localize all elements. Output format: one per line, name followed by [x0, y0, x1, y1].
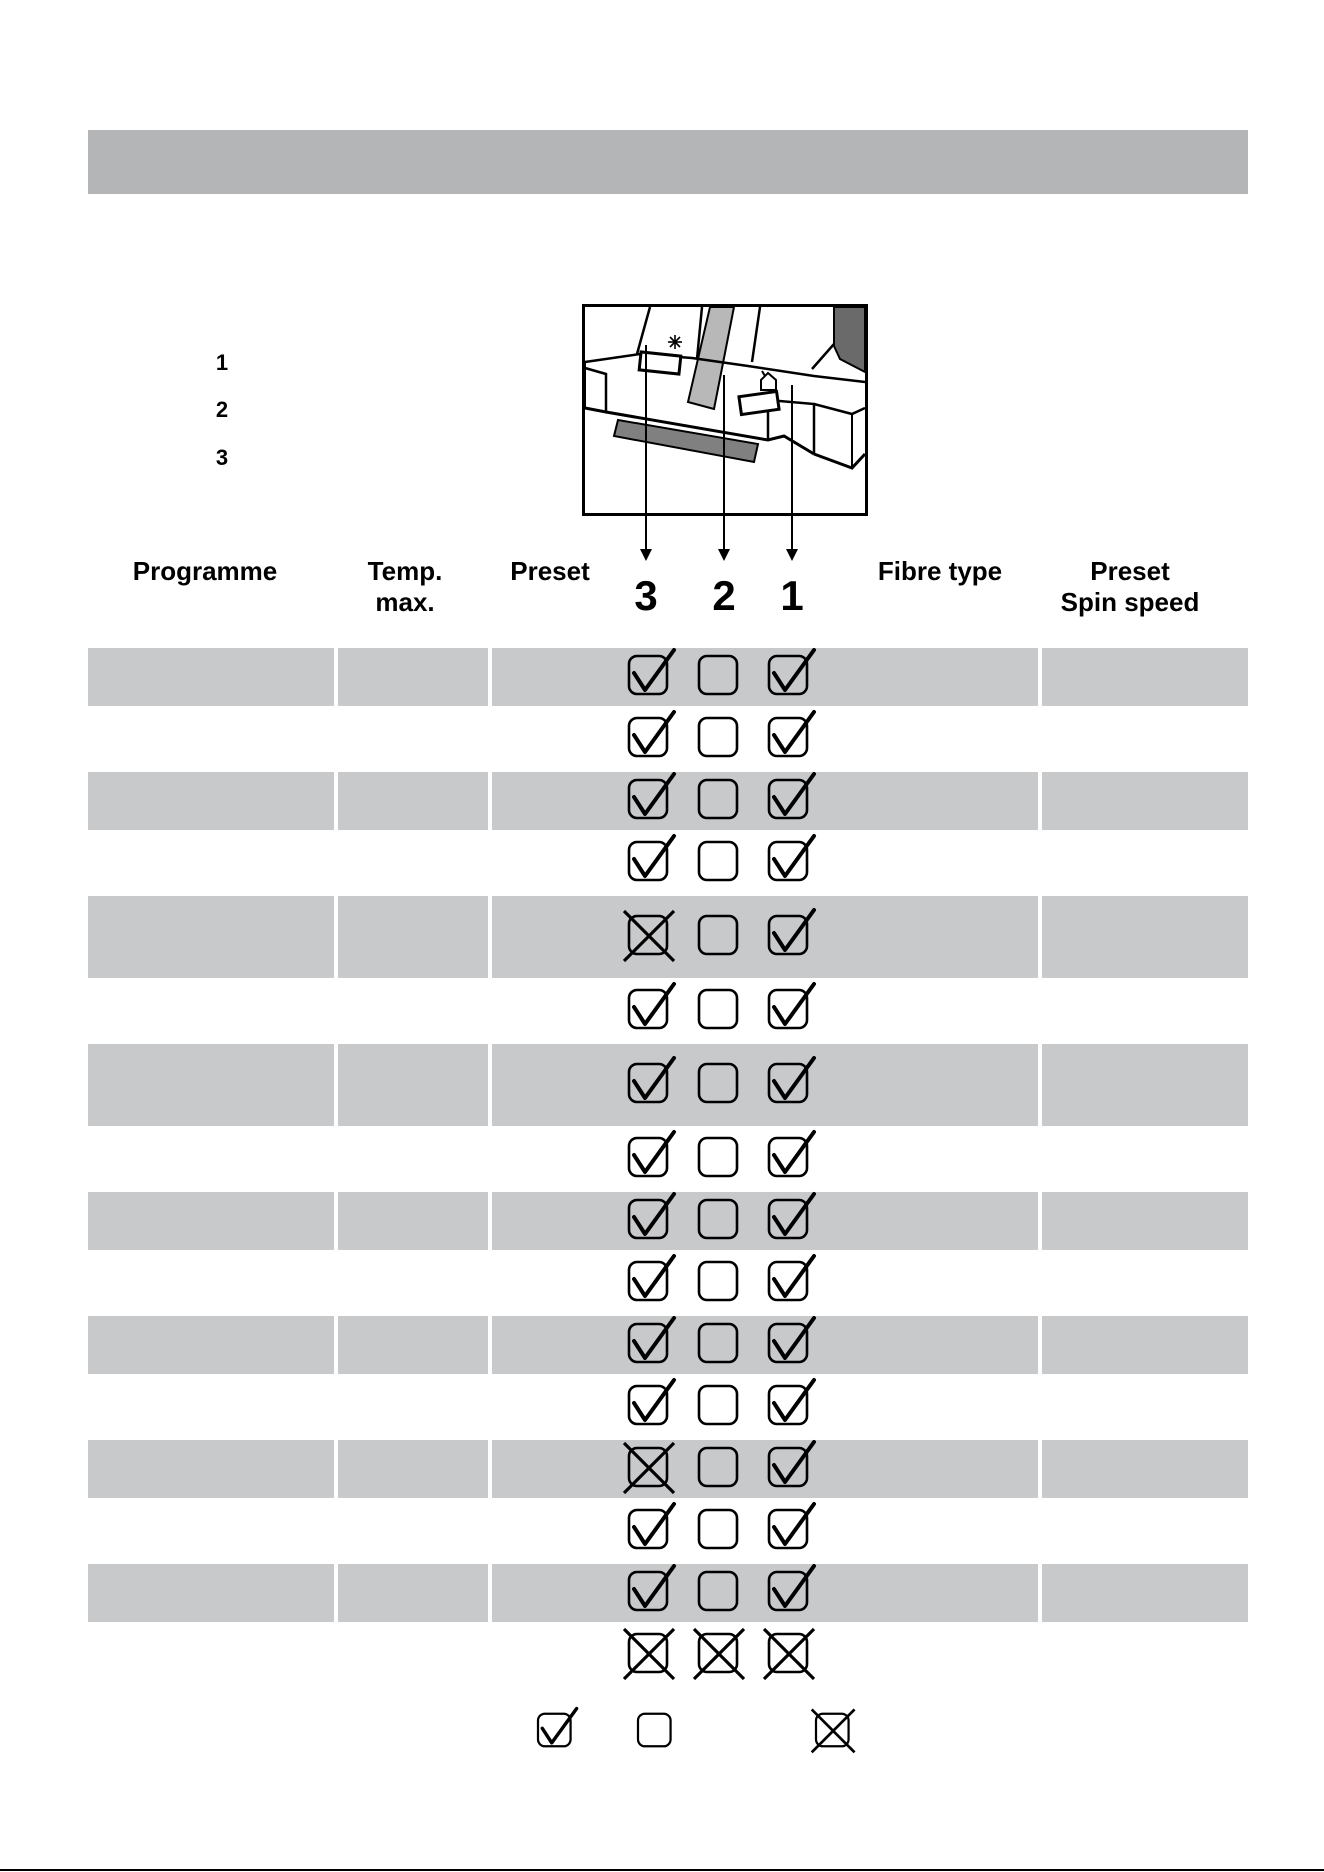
- compartment-label-2: 2: [712, 572, 736, 619]
- compartment-label-1: 1: [780, 572, 804, 619]
- empty-box-icon: [692, 771, 748, 827]
- empty-box-icon: [632, 1706, 680, 1754]
- section-header-bar: [88, 130, 1248, 194]
- table-cell: [1042, 1564, 1248, 1622]
- empty-box-icon: [692, 1129, 748, 1185]
- table-cell: [1042, 1192, 1248, 1250]
- header-programme: Programme: [132, 556, 278, 586]
- checked-box-icon: [762, 1563, 818, 1619]
- compartment-label-3: 3: [634, 572, 658, 619]
- checked-box-icon: [762, 1377, 818, 1433]
- table-cell: [338, 1192, 488, 1250]
- checked-box-icon: [622, 1315, 678, 1371]
- table-row: [0, 1564, 1324, 1622]
- table-cell: [1042, 1316, 1248, 1374]
- table-row: [0, 1378, 1324, 1436]
- table-row: [0, 896, 1324, 978]
- checked-box-icon: [762, 1501, 818, 1557]
- checked-box-icon: [622, 1253, 678, 1309]
- table-cell: [88, 1192, 334, 1250]
- crossed-box-icon: [622, 907, 678, 963]
- checked-box-icon: [622, 1563, 678, 1619]
- table-row: [0, 1502, 1324, 1560]
- header-temp-max: [350, 556, 460, 618]
- empty-box-icon: [692, 647, 748, 703]
- empty-box-icon: [692, 1439, 748, 1495]
- checked-box-icon: [532, 1706, 580, 1754]
- checked-box-icon: [762, 1253, 818, 1309]
- header-spin-line1: Preset: [1090, 556, 1170, 586]
- crossed-box-icon: [622, 1439, 678, 1495]
- table-cell: [88, 772, 334, 830]
- table-cell: [338, 896, 488, 978]
- crossed-box-icon: [622, 1625, 678, 1681]
- checked-box-icon: [622, 1191, 678, 1247]
- checked-box-icon: [622, 833, 678, 889]
- empty-box-icon: [692, 1253, 748, 1309]
- checked-box-icon: [622, 1501, 678, 1557]
- table-cell: [88, 1044, 334, 1126]
- arrow-head-3: [640, 549, 652, 561]
- table-row: [0, 710, 1324, 768]
- empty-box-icon: [692, 981, 748, 1037]
- legend-number-1: 1: [215, 350, 229, 375]
- table-row: [0, 1192, 1324, 1250]
- empty-box-icon: [692, 1315, 748, 1371]
- table-row: [0, 772, 1324, 830]
- header-fibre-type: Fibre type: [877, 556, 1003, 586]
- empty-box-icon: [692, 1191, 748, 1247]
- table-cell: [88, 1564, 334, 1622]
- table-cell: [1042, 772, 1248, 830]
- checked-box-icon: [622, 647, 678, 703]
- table-cell: [338, 1440, 488, 1498]
- checked-box-icon: [622, 771, 678, 827]
- table-cell: [338, 648, 488, 706]
- table-cell: [338, 1564, 488, 1622]
- table-cell: [1042, 896, 1248, 978]
- header-temp-line2: max.: [375, 587, 435, 617]
- table-cell: [88, 1316, 334, 1374]
- crossed-box-icon: [692, 1625, 748, 1681]
- checked-box-icon: [762, 833, 818, 889]
- table-cell: [88, 896, 334, 978]
- table-cell: [338, 1316, 488, 1374]
- table-cell: [88, 648, 334, 706]
- header-preset: Preset: [510, 556, 590, 586]
- table-row: [0, 1440, 1324, 1498]
- empty-box-icon: [692, 1563, 748, 1619]
- header-temp-line1: Temp.: [367, 556, 443, 586]
- empty-box-icon: [692, 709, 748, 765]
- checked-box-icon: [622, 709, 678, 765]
- compartment-arrows: [600, 345, 830, 565]
- checked-box-icon: [622, 1377, 678, 1433]
- checked-box-icon: [762, 1439, 818, 1495]
- checked-box-icon: [762, 1129, 818, 1185]
- empty-box-icon: [692, 833, 748, 889]
- checked-box-icon: [762, 709, 818, 765]
- table-cell: [88, 1440, 334, 1498]
- table-cell: [338, 1044, 488, 1126]
- table-row: [0, 1626, 1324, 1684]
- empty-box-icon: [692, 1055, 748, 1111]
- header-spin-line2: Spin speed: [1060, 587, 1200, 617]
- table-cell: [1042, 1440, 1248, 1498]
- table-row: [0, 1130, 1324, 1188]
- table-cell: [338, 772, 488, 830]
- page-bottom-rule: [0, 1869, 1324, 1871]
- table-row: [0, 648, 1324, 706]
- table-row: [0, 834, 1324, 892]
- table-row: [0, 982, 1324, 1040]
- empty-box-icon: [692, 1501, 748, 1557]
- table-cell: [1042, 1044, 1248, 1126]
- empty-box-icon: [692, 907, 748, 963]
- legend-number-3: 3: [215, 445, 229, 470]
- header-spin-speed: [1040, 556, 1220, 618]
- arrow-head-1: [786, 549, 798, 561]
- crossed-box-icon: [762, 1625, 818, 1681]
- checked-box-icon: [762, 1055, 818, 1111]
- checked-box-icon: [622, 1055, 678, 1111]
- checked-box-icon: [622, 1129, 678, 1185]
- crossed-box-icon: [810, 1706, 858, 1754]
- checked-box-icon: [762, 771, 818, 827]
- checked-box-icon: [762, 981, 818, 1037]
- checked-box-icon: [762, 907, 818, 963]
- table-row: [0, 1316, 1324, 1374]
- legend-number-2: 2: [215, 397, 229, 422]
- arrow-head-2: [718, 549, 730, 561]
- table-row: [0, 1254, 1324, 1312]
- checked-box-icon: [762, 647, 818, 703]
- table-cell: [1042, 648, 1248, 706]
- checked-box-icon: [762, 1315, 818, 1371]
- checked-box-icon: [762, 1191, 818, 1247]
- checked-box-icon: [622, 981, 678, 1037]
- table-row: [0, 1044, 1324, 1126]
- empty-box-icon: [692, 1377, 748, 1433]
